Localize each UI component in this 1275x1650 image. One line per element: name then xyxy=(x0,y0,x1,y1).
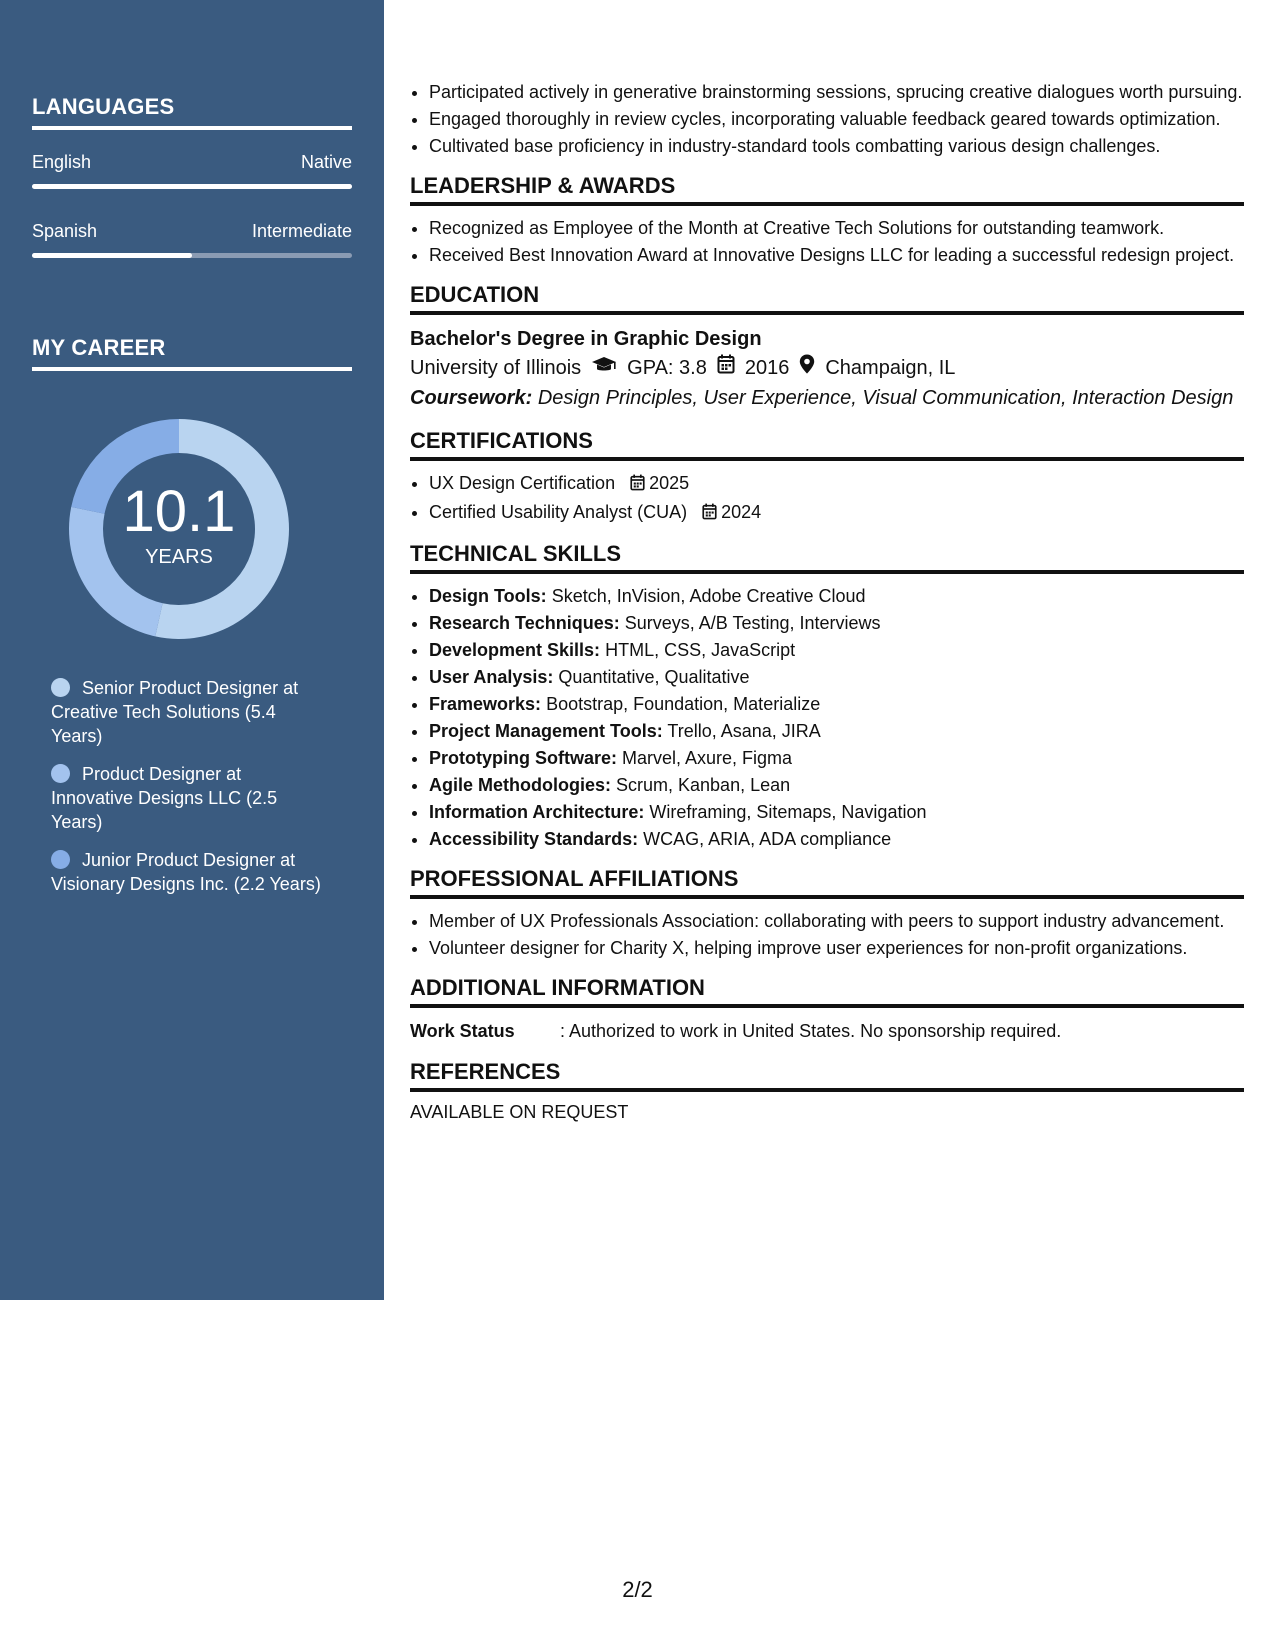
additional-info-heading: ADDITIONAL INFORMATION xyxy=(410,974,1244,1008)
skill-label: Information Architecture: xyxy=(429,802,645,822)
skill-value: Sketch, InVision, Adobe Creative Cloud xyxy=(551,586,866,606)
education-coursework xyxy=(410,383,1244,413)
list-item: • Participated actively in generative brainstorming sessions, sprucing creative dialogues worth pursuing. xyxy=(429,80,1244,104)
skill-label: Accessibility Standards: xyxy=(429,829,639,849)
skill-value: Bootstrap, Foundation, Materialize xyxy=(546,694,821,714)
career-total-number: 10.1 xyxy=(122,478,236,544)
list-item xyxy=(429,500,1244,526)
language-row-spanish xyxy=(32,221,352,242)
career-total-unit: YEARS xyxy=(145,545,213,568)
list-item: • Volunteer designer for Charity X, helping improve user experiences for non-profit organizations. xyxy=(429,936,1244,960)
certification-year-group xyxy=(702,502,761,522)
coursework-value: Design Principles, User Experience, Visual Communication, Interaction Design xyxy=(537,387,1234,409)
list-item: • Recognized as Employee of the Month at Creative Tech Solutions for outstanding teamwork. xyxy=(429,216,1244,240)
language-name: English xyxy=(32,152,92,172)
language-level: Native xyxy=(300,152,352,172)
experience-bullets xyxy=(410,80,1244,158)
certification-year: 2024 xyxy=(721,502,762,522)
skill-label: Agile Methodologies: xyxy=(429,775,611,795)
work-status-row xyxy=(410,1018,1244,1044)
career-item xyxy=(51,676,321,748)
list-item xyxy=(429,773,1244,797)
certification-year-group xyxy=(630,473,689,493)
certifications-heading: CERTIFICATIONS xyxy=(410,427,1244,461)
leadership-heading: LEADERSHIP & AWARDS xyxy=(410,172,1244,206)
skill-label: Project Management Tools: xyxy=(429,721,663,741)
skill-value: Quantitative, Qualitative xyxy=(558,667,750,687)
career-dot-icon xyxy=(51,764,70,783)
education-degree: Bachelor's Degree in Graphic Design xyxy=(410,328,762,350)
skill-value: Wireframing, Sitemaps, Navigation xyxy=(649,802,927,822)
list-item: • Received Best Innovation Award at Innovative Designs LLC for leading a successful redesign project. xyxy=(429,243,1244,267)
languages-heading: LANGUAGES xyxy=(32,94,352,130)
language-bar-spanish xyxy=(32,253,352,258)
language-row-english xyxy=(32,152,352,173)
calendar-icon xyxy=(630,473,645,497)
language-name: Spanish xyxy=(32,221,98,241)
skill-label: Development Skills: xyxy=(429,640,601,660)
work-status-value: : Authorized to work in United States. No sponsorship required. xyxy=(560,1021,1062,1041)
list-item: • Member of UX Professionals Association: collaborating with peers to support industry advancement. xyxy=(429,909,1244,933)
career-item-text: Senior Product Designer at Creative Tech Solutions (5.4 Years) xyxy=(51,678,299,746)
skill-value: WCAG, ARIA, ADA compliance xyxy=(643,829,892,849)
skill-value: Scrum, Kanban, Lean xyxy=(616,775,791,795)
skills-list xyxy=(410,584,1244,851)
education-year: 2016 xyxy=(744,357,790,379)
map-pin-icon xyxy=(799,353,815,383)
list-item xyxy=(429,638,1244,662)
career-item xyxy=(51,848,321,896)
education-meta xyxy=(410,353,1244,383)
career-total xyxy=(66,416,292,642)
list-item xyxy=(429,800,1244,824)
skills-heading: TECHNICAL SKILLS xyxy=(410,540,1244,574)
calendar-icon xyxy=(702,502,717,526)
calendar-icon xyxy=(717,353,735,383)
certifications-list xyxy=(410,471,1244,526)
language-bar-english xyxy=(32,184,352,189)
list-item xyxy=(429,665,1244,689)
language-bar-fill xyxy=(32,184,352,189)
career-list xyxy=(51,676,321,910)
list-item xyxy=(429,584,1244,608)
career-heading: MY CAREER xyxy=(32,335,352,371)
language-level: Intermediate xyxy=(251,221,352,241)
work-status-label: Work Status xyxy=(410,1021,515,1041)
language-bar-fill xyxy=(32,253,192,258)
page-number: 2/2 xyxy=(622,1577,653,1602)
career-item-text: Product Designer at Innovative Designs LLC (2.5 Years) xyxy=(51,764,278,832)
career-dot-icon xyxy=(51,678,70,697)
certification-name: Certified Usability Analyst (CUA) xyxy=(429,502,688,522)
education-location: Champaign, IL xyxy=(825,357,956,379)
skill-value: Surveys, A/B Testing, Interviews xyxy=(624,613,881,633)
leadership-list xyxy=(410,216,1244,267)
list-item xyxy=(429,719,1244,743)
references-text: AVAILABLE ON REQUEST xyxy=(410,1102,629,1122)
list-item: • Cultivated base proficiency in industry-standard tools combatting various design challenges. xyxy=(429,134,1244,158)
list-item xyxy=(429,611,1244,635)
list-item xyxy=(429,746,1244,770)
list-item xyxy=(429,692,1244,716)
list-item xyxy=(429,827,1244,851)
coursework-label: Coursework: xyxy=(410,387,533,409)
education-school: University of Illinois xyxy=(410,357,582,379)
education-heading: EDUCATION xyxy=(410,281,1244,315)
affiliations-list xyxy=(410,909,1244,960)
list-item xyxy=(429,471,1244,497)
main-content xyxy=(410,80,1244,1123)
skill-value: HTML, CSS, JavaScript xyxy=(605,640,796,660)
certification-year: 2025 xyxy=(649,473,690,493)
career-donut-chart xyxy=(66,416,292,642)
list-item: • Engaged thoroughly in review cycles, incorporating valuable feedback geared towards optimization. xyxy=(429,107,1244,131)
career-item-text: Junior Product Designer at Visionary Designs Inc. (2.2 Years) xyxy=(51,850,321,894)
career-item xyxy=(51,762,321,834)
skill-value: Marvel, Axure, Figma xyxy=(622,748,793,768)
references-heading: REFERENCES xyxy=(410,1058,1244,1092)
sidebar xyxy=(0,0,384,1300)
certification-name: UX Design Certification xyxy=(429,473,616,493)
skill-value: Trello, Asana, JIRA xyxy=(667,721,821,741)
skill-label: Design Tools: xyxy=(429,586,547,606)
career-dot-icon xyxy=(51,850,70,869)
affiliations-heading: PROFESSIONAL AFFILIATIONS xyxy=(410,865,1244,899)
skill-label: Prototyping Software: xyxy=(429,748,617,768)
skill-label: User Analysis: xyxy=(429,667,554,687)
skill-label: Frameworks: xyxy=(429,694,542,714)
skill-label: Research Techniques: xyxy=(429,613,620,633)
education-gpa: GPA: 3.8 xyxy=(627,357,707,379)
graduation-cap-icon xyxy=(591,353,617,383)
